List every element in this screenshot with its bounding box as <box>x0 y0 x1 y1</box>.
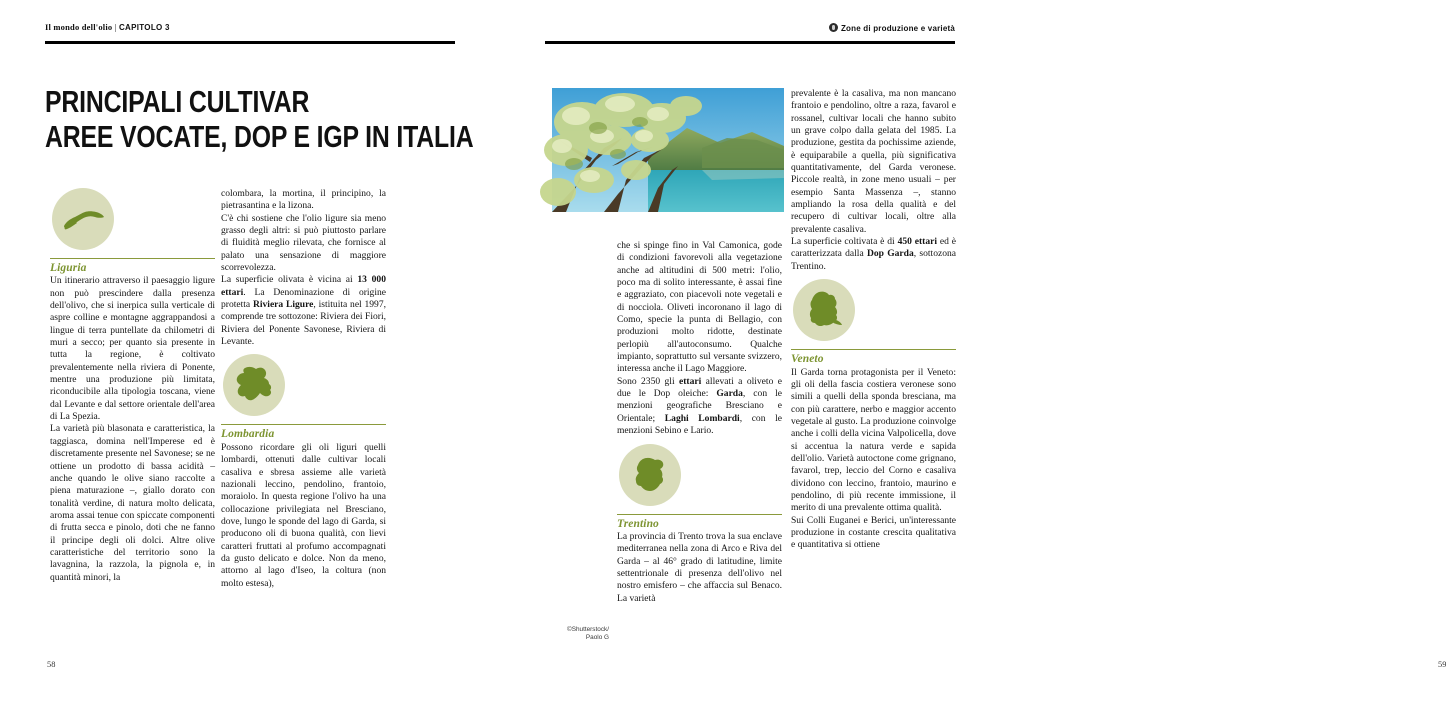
region-rule-lombardia <box>221 424 386 425</box>
text-column-2 <box>221 188 386 648</box>
text-part: , con le menzioni geografiche Bresciano e Orientale; <box>617 388 782 424</box>
text-column-1 <box>50 188 215 648</box>
photo-credit-line-1: ©Shutterstock/ <box>566 626 609 633</box>
region-rule-veneto <box>791 349 956 350</box>
liguria-map-icon <box>52 188 114 250</box>
text-part: , sottozona Trentino. <box>791 248 956 272</box>
trentino-map-icon <box>619 444 681 506</box>
paragraph-with-bold <box>791 236 956 273</box>
running-head-right <box>829 22 955 33</box>
olive-badge-icon <box>829 23 838 32</box>
text-part: La superficie coltivata è di <box>791 236 898 248</box>
paragraph: prevalente è la casaliva, ma non mancano frantoio e pendolino, oltre a raza, favarol e rossanel, cultivar locali che hanno subito un grave colpo dalla gelata del 1985. La produzione, gestita da pochissime aziende, è equiparabile a quella, più significativa quantitativamente, del Garda veronese. Piccole realtà, in zone meno usuali – per esempio Santa Massenza –, stanno ampliando la rosa della qualità e del recupero di cultivar locali, oltre alla prevalente casaliva. <box>791 88 956 235</box>
folio-left: 58 <box>47 660 56 669</box>
page-title-line-1: PRINCIPALI CULTIVAR <box>45 84 310 119</box>
region-name-lombardia: Lombardia <box>221 428 275 441</box>
text-part: ed è caratterizzata dalla <box>791 236 956 260</box>
header-rule-left <box>45 41 455 44</box>
bold-term: ettari <box>679 375 702 387</box>
bold-term: Dop Garda <box>866 248 914 260</box>
photo-credit <box>547 626 609 643</box>
paragraph: La varietà più blasonata e caratteristica, la taggiasca, domina nell'Imperese ed è discretamente presente nel Savonese; se ne ottiene un prodotto di bassa acidità – anche quando le olive siano raccolte a piena maturazione –, giallo dorato con tonalità verdine, di natura molto delicata, aroma assai tenue con spiccate componenti di frutta secca e pinolo, doti che ne fanno il principe degli oli dolci. Altre olive caratteristiche del territorio sono la lavagnina, la razzola, la pignola e, in quantità minori, la <box>50 423 215 583</box>
text-part: allevati a oliveto e due le Dop oleiche: <box>617 375 782 400</box>
text-part: . La Denominazione di origine protetta <box>221 286 386 311</box>
text-part: , con le menzioni Sebino e Lario. <box>617 412 782 437</box>
paragraph: Il Garda torna protagonista per il Veneto: gli oli della fascia costiera veronese sono simili a quelli della sponda bresciana, ma con più carattere, nerbo e maggior accento vegetale al gusto. La produzione coinvolge anche i colli della vicina Valpolicella, dove si accentua la natura verde e sapida dell'olio. Varietà autoctone come grignano, favarol, trep, leccio del Corno e casaliva dividono con leccino, frantoio, maurino e pendolino, di più recente immissione, il merito di una prevalente ottima qualità. <box>791 366 956 514</box>
running-head-separator: | <box>112 22 119 32</box>
running-head-left <box>45 22 170 32</box>
photo-wrap-spacer <box>617 88 782 240</box>
paragraph: colombara, la mortina, il principino, la pietrasantina e la lizona. <box>221 188 386 212</box>
running-head-chapter: CAPITOLO 3 <box>118 23 170 32</box>
paragraph-with-bold <box>617 376 782 438</box>
region-rule-liguria <box>50 258 215 259</box>
paragraph: C'è chi sostiene che l'olio ligure sia meno grasso degli altri: si può piuttosto parlare di fluidità meglio rilevata, che fornisce al palato una sensazione di maggiore scorrevolezza. <box>221 212 386 274</box>
paragraph: Un itinerario attraverso il paesaggio ligure non può prescindere dalla presenza dell'olivo, che si inerpica sulla verticale di aspre colline e montagne aggrappandosi a lingue di terra puntellate da chilometri di muri a secco; per quanto sia presente in tutta la regione, è coltivato prevalentemente nella riviera di Ponente, mentre una produzione più limitata, riconducibile alla tipologia toscana, viene dal Levante e dal settore orientale dell'area di La Spezia. <box>50 275 215 423</box>
text-column-3 <box>617 88 782 648</box>
text-column-4 <box>791 88 956 648</box>
region-name-liguria: Liguria <box>50 262 87 274</box>
region-rule-trentino <box>617 514 782 515</box>
paragraph-with-bold <box>221 274 386 348</box>
running-head-book: Il mondo dell'olio <box>45 22 113 32</box>
paragraph: che si spinge fino in Val Camonica, gode di condizioni favorevoli alla vegetazione anche ad altitudini di 500 metri: l'olio, poco ma di solito interessante, è assai fine e aggraziato, con piacevoli note vegetali e di nocciola. Oliveti incoronano il lago di Como, specie la punta di Bellagio, con produzioni molto ridotte, destinate perlopiù all'autoconsumo. Qualche impianto, soprattutto sul versante svizzero, interessa anche il Lago Maggiore. <box>617 240 782 375</box>
veneto-map-icon <box>793 279 855 341</box>
region-block-veneto <box>791 279 956 365</box>
running-head-section: Zone di produzione e varietà <box>840 24 955 33</box>
page-title <box>45 84 474 155</box>
paragraph: Possono ricordare gli oli liguri quelli lombardi, ottenuti dalle cultivar locali casaliva e sbresa assieme alle varietà nazionali leccino, pendolino, frantoio, moraiolo. In questa regione l'olivo ha una collocazione privilegiata nel Bresciano, dove, lungo le sponde del lago di Garda, si producono oli di buona qualità, con lievi caratteri fruttati al profumo accompagnati da gusto delicato e dolce. Non da meno, attorno al lago d'Iseo, la coltura (non molto estesa), <box>221 441 386 589</box>
region-block-trentino <box>617 444 782 530</box>
text-part: Sono 2350 gli <box>617 375 680 387</box>
region-block-lombardia <box>221 354 386 440</box>
folio-right: 59 <box>1438 660 1446 669</box>
bold-term: 450 ettari <box>897 236 938 248</box>
header-rule-right <box>545 41 955 44</box>
left-page <box>0 0 500 706</box>
region-name-trentino: Trentino <box>617 517 659 530</box>
paragraph: Sui Colli Euganei e Berici, un'interessante produzione in costante crescita qualitativa e quantitativa si ottiene <box>791 514 956 551</box>
text-part: , istituita nel 1997, comprende tre sottozone: Riviera dei Fiori, Riviera del Ponente Savonese, Riviera di Levante. <box>221 299 386 348</box>
region-block-liguria <box>50 188 215 274</box>
paragraph: La provincia di Trento trova la sua enclave mediterranea nella zona di Arco e Riva del Garda – al 46° grado di latitudine, limite settentrionale di presenza dell'olivo nel nostro emisfero – che affaccia sul Benaco. La varietà <box>617 530 782 604</box>
text-part: La superficie olivata è vicina ai <box>221 274 358 286</box>
bold-term: Garda <box>716 388 743 400</box>
bold-term: 13 000 ettari <box>221 274 386 298</box>
photo-credit-line-2: Paolo G <box>585 634 609 642</box>
bold-term: Laghi Lombardi <box>664 412 740 424</box>
page-title-line-2: AREE VOCATE, DOP E IGP IN ITALIA <box>45 119 474 155</box>
bold-term: Riviera Ligure <box>252 299 314 311</box>
lombardia-map-icon <box>223 354 285 416</box>
region-name-veneto: Veneto <box>791 353 824 366</box>
